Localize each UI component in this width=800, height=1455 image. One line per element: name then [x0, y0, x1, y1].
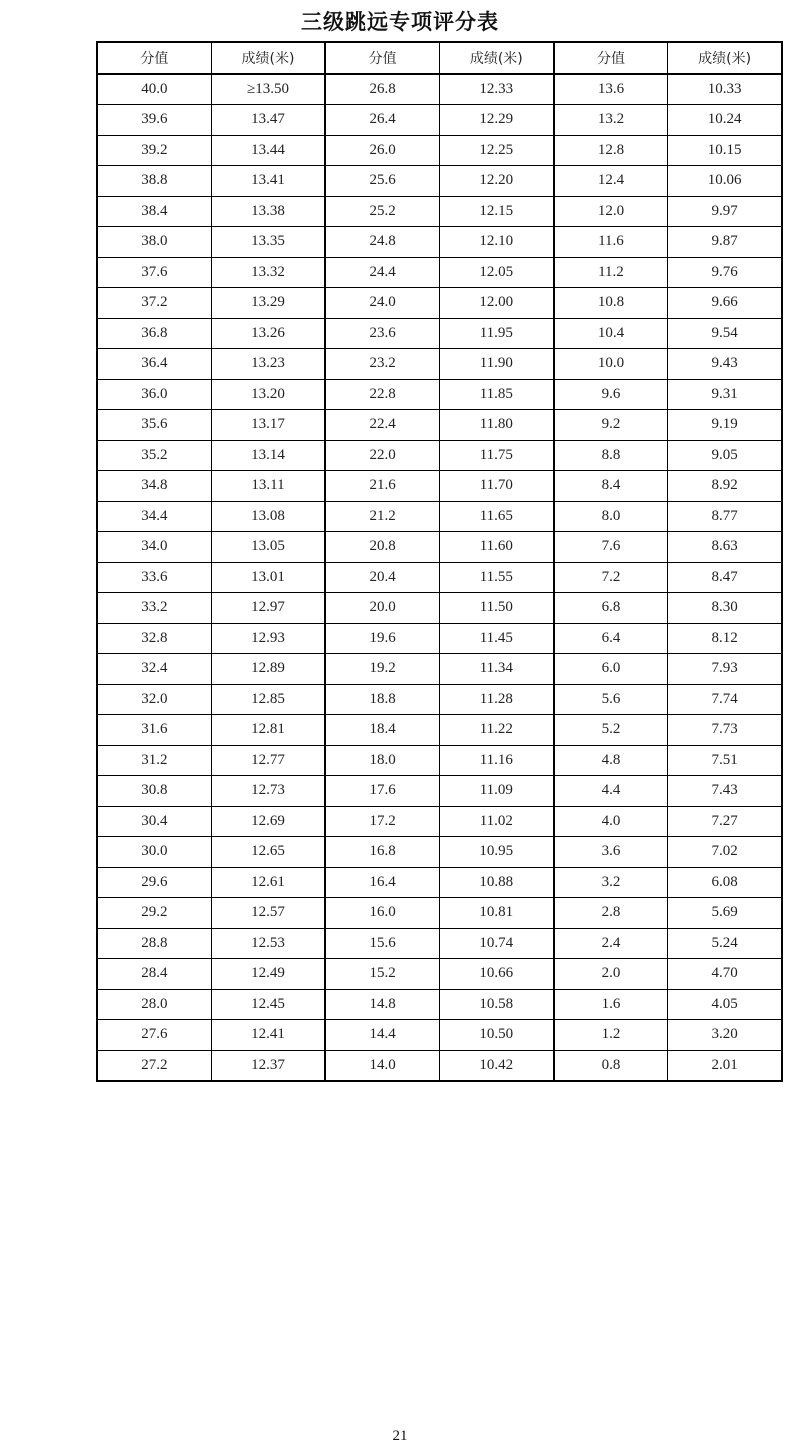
- column-header-score: 分值: [554, 42, 668, 74]
- score-cell: 17.2: [325, 806, 439, 837]
- result-cell: 10.42: [439, 1050, 553, 1081]
- score-cell: 26.8: [325, 74, 439, 105]
- score-cell: 23.6: [325, 318, 439, 349]
- result-cell: 10.66: [439, 959, 553, 990]
- score-cell: 21.6: [325, 471, 439, 502]
- table-row: [97, 379, 782, 410]
- result-cell: 12.25: [439, 135, 553, 166]
- score-cell: 6.0: [554, 654, 668, 685]
- score-cell: 35.6: [97, 410, 211, 441]
- result-cell: 11.55: [439, 562, 553, 593]
- score-cell: 16.8: [325, 837, 439, 868]
- score-cell: 20.0: [325, 593, 439, 624]
- table-row: [97, 288, 782, 319]
- result-cell: 6.08: [668, 867, 782, 898]
- result-cell: 12.61: [211, 867, 325, 898]
- score-cell: 13.2: [554, 105, 668, 136]
- result-cell: 7.02: [668, 837, 782, 868]
- score-cell: 3.2: [554, 867, 668, 898]
- score-cell: 24.0: [325, 288, 439, 319]
- score-cell: 24.4: [325, 257, 439, 288]
- result-cell: 11.28: [439, 684, 553, 715]
- score-cell: 35.2: [97, 440, 211, 471]
- score-cell: 37.6: [97, 257, 211, 288]
- score-cell: 28.4: [97, 959, 211, 990]
- score-cell: 12.0: [554, 196, 668, 227]
- result-cell: 7.43: [668, 776, 782, 807]
- result-cell: 13.05: [211, 532, 325, 563]
- table-row: [97, 715, 782, 746]
- result-cell: 8.77: [668, 501, 782, 532]
- result-cell: 7.73: [668, 715, 782, 746]
- result-cell: 13.26: [211, 318, 325, 349]
- column-header-result: 成绩(米): [668, 42, 782, 74]
- score-cell: 34.8: [97, 471, 211, 502]
- result-cell: 9.97: [668, 196, 782, 227]
- table-row: [97, 989, 782, 1020]
- score-cell: 2.4: [554, 928, 668, 959]
- score-table: [96, 41, 783, 1082]
- result-cell: 11.90: [439, 349, 553, 380]
- score-cell: 1.6: [554, 989, 668, 1020]
- score-cell: 5.6: [554, 684, 668, 715]
- score-cell: 8.0: [554, 501, 668, 532]
- table-row: [97, 1050, 782, 1081]
- table-row: [97, 349, 782, 380]
- result-cell: 9.54: [668, 318, 782, 349]
- table-row: [97, 1020, 782, 1051]
- table-row: [97, 684, 782, 715]
- score-cell: 4.8: [554, 745, 668, 776]
- result-cell: 11.75: [439, 440, 553, 471]
- result-cell: 13.29: [211, 288, 325, 319]
- result-cell: 12.05: [439, 257, 553, 288]
- result-cell: 11.85: [439, 379, 553, 410]
- score-cell: 31.6: [97, 715, 211, 746]
- result-cell: 10.95: [439, 837, 553, 868]
- score-cell: 37.2: [97, 288, 211, 319]
- score-cell: 3.6: [554, 837, 668, 868]
- score-cell: 24.8: [325, 227, 439, 258]
- result-cell: 10.15: [668, 135, 782, 166]
- result-cell: 8.30: [668, 593, 782, 624]
- score-cell: 22.0: [325, 440, 439, 471]
- result-cell: 13.11: [211, 471, 325, 502]
- score-cell: 25.6: [325, 166, 439, 197]
- result-cell: 12.33: [439, 74, 553, 105]
- result-cell: 13.38: [211, 196, 325, 227]
- score-cell: 9.2: [554, 410, 668, 441]
- table-row: [97, 959, 782, 990]
- result-cell: 7.27: [668, 806, 782, 837]
- result-cell: 13.20: [211, 379, 325, 410]
- score-cell: 28.8: [97, 928, 211, 959]
- result-cell: 11.65: [439, 501, 553, 532]
- result-cell: 12.49: [211, 959, 325, 990]
- result-cell: 9.43: [668, 349, 782, 380]
- result-cell: 12.15: [439, 196, 553, 227]
- score-cell: 14.8: [325, 989, 439, 1020]
- score-cell: 4.0: [554, 806, 668, 837]
- result-cell: 13.32: [211, 257, 325, 288]
- score-cell: 22.8: [325, 379, 439, 410]
- table-row: [97, 928, 782, 959]
- score-cell: 5.2: [554, 715, 668, 746]
- result-cell: 4.05: [668, 989, 782, 1020]
- result-cell: 12.73: [211, 776, 325, 807]
- score-cell: 12.4: [554, 166, 668, 197]
- result-cell: 13.44: [211, 135, 325, 166]
- result-cell: 8.47: [668, 562, 782, 593]
- result-cell: 9.87: [668, 227, 782, 258]
- table-row: [97, 898, 782, 929]
- table-row: [97, 867, 782, 898]
- score-cell: 38.4: [97, 196, 211, 227]
- table-row: [97, 806, 782, 837]
- score-cell: 29.6: [97, 867, 211, 898]
- result-cell: 10.33: [668, 74, 782, 105]
- result-cell: 11.16: [439, 745, 553, 776]
- result-cell: 11.60: [439, 532, 553, 563]
- column-header-result: 成绩(米): [211, 42, 325, 74]
- result-cell: 11.70: [439, 471, 553, 502]
- table-row: [97, 227, 782, 258]
- result-cell: 10.24: [668, 105, 782, 136]
- score-cell: 7.6: [554, 532, 668, 563]
- score-cell: 36.8: [97, 318, 211, 349]
- table-row: [97, 74, 782, 105]
- table-row: [97, 745, 782, 776]
- score-cell: 34.4: [97, 501, 211, 532]
- result-cell: 7.93: [668, 654, 782, 685]
- result-cell: 12.89: [211, 654, 325, 685]
- table-row: [97, 562, 782, 593]
- score-cell: 30.4: [97, 806, 211, 837]
- result-cell: 11.22: [439, 715, 553, 746]
- table-row: [97, 105, 782, 136]
- score-cell: 7.2: [554, 562, 668, 593]
- result-cell: 12.93: [211, 623, 325, 654]
- result-cell: 9.31: [668, 379, 782, 410]
- score-cell: 33.2: [97, 593, 211, 624]
- score-cell: 2.0: [554, 959, 668, 990]
- score-cell: 19.2: [325, 654, 439, 685]
- result-cell: 12.77: [211, 745, 325, 776]
- result-cell: 10.88: [439, 867, 553, 898]
- score-cell: 33.6: [97, 562, 211, 593]
- result-cell: 13.08: [211, 501, 325, 532]
- score-cell: 27.6: [97, 1020, 211, 1051]
- score-cell: 14.4: [325, 1020, 439, 1051]
- result-cell: 13.35: [211, 227, 325, 258]
- table-row: [97, 471, 782, 502]
- score-cell: 40.0: [97, 74, 211, 105]
- column-header-result: 成绩(米): [439, 42, 553, 74]
- score-cell: 30.0: [97, 837, 211, 868]
- score-cell: 39.2: [97, 135, 211, 166]
- result-cell: 12.20: [439, 166, 553, 197]
- result-cell: 12.37: [211, 1050, 325, 1081]
- table-row: [97, 135, 782, 166]
- score-cell: 10.0: [554, 349, 668, 380]
- score-cell: 18.4: [325, 715, 439, 746]
- result-cell: 12.81: [211, 715, 325, 746]
- result-cell: 9.66: [668, 288, 782, 319]
- score-cell: 11.6: [554, 227, 668, 258]
- score-cell: 13.6: [554, 74, 668, 105]
- score-cell: 23.2: [325, 349, 439, 380]
- result-cell: 4.70: [668, 959, 782, 990]
- table-row: [97, 257, 782, 288]
- result-cell: 12.69: [211, 806, 325, 837]
- result-cell: 9.05: [668, 440, 782, 471]
- score-cell: 38.0: [97, 227, 211, 258]
- score-cell: 30.8: [97, 776, 211, 807]
- result-cell: 13.23: [211, 349, 325, 380]
- score-cell: 32.8: [97, 623, 211, 654]
- column-header-score: 分值: [97, 42, 211, 74]
- score-cell: 16.4: [325, 867, 439, 898]
- score-cell: 15.6: [325, 928, 439, 959]
- score-cell: 4.4: [554, 776, 668, 807]
- table-row: [97, 837, 782, 868]
- score-cell: 32.4: [97, 654, 211, 685]
- table-row: [97, 410, 782, 441]
- result-cell: 11.45: [439, 623, 553, 654]
- result-cell: 13.01: [211, 562, 325, 593]
- result-cell: 10.06: [668, 166, 782, 197]
- table-row: [97, 654, 782, 685]
- result-cell: 12.41: [211, 1020, 325, 1051]
- result-cell: 12.57: [211, 898, 325, 929]
- result-cell: 12.97: [211, 593, 325, 624]
- result-cell: ≥13.50: [211, 74, 325, 105]
- score-cell: 2.8: [554, 898, 668, 929]
- table-body: [97, 74, 782, 1082]
- result-cell: 13.47: [211, 105, 325, 136]
- score-cell: 6.8: [554, 593, 668, 624]
- score-cell: 36.0: [97, 379, 211, 410]
- table-row: [97, 501, 782, 532]
- score-cell: 28.0: [97, 989, 211, 1020]
- score-cell: 11.2: [554, 257, 668, 288]
- table-row: [97, 532, 782, 563]
- result-cell: 13.14: [211, 440, 325, 471]
- result-cell: 2.01: [668, 1050, 782, 1081]
- score-cell: 19.6: [325, 623, 439, 654]
- result-cell: 13.41: [211, 166, 325, 197]
- result-cell: 8.92: [668, 471, 782, 502]
- result-cell: 5.69: [668, 898, 782, 929]
- score-cell: 12.8: [554, 135, 668, 166]
- result-cell: 11.02: [439, 806, 553, 837]
- score-cell: 31.2: [97, 745, 211, 776]
- table-row: [97, 440, 782, 471]
- score-cell: 27.2: [97, 1050, 211, 1081]
- result-cell: 12.10: [439, 227, 553, 258]
- result-cell: 12.53: [211, 928, 325, 959]
- table-row: [97, 776, 782, 807]
- result-cell: 11.09: [439, 776, 553, 807]
- result-cell: 7.74: [668, 684, 782, 715]
- score-cell: 18.0: [325, 745, 439, 776]
- result-cell: 9.76: [668, 257, 782, 288]
- table-header-row: [97, 42, 782, 74]
- result-cell: 12.45: [211, 989, 325, 1020]
- score-cell: 22.4: [325, 410, 439, 441]
- score-cell: 29.2: [97, 898, 211, 929]
- result-cell: 12.00: [439, 288, 553, 319]
- result-cell: 12.85: [211, 684, 325, 715]
- score-cell: 32.0: [97, 684, 211, 715]
- score-cell: 0.8: [554, 1050, 668, 1081]
- result-cell: 12.29: [439, 105, 553, 136]
- result-cell: 10.58: [439, 989, 553, 1020]
- result-cell: 13.17: [211, 410, 325, 441]
- result-cell: 11.50: [439, 593, 553, 624]
- result-cell: 8.63: [668, 532, 782, 563]
- table-row: [97, 318, 782, 349]
- score-cell: 8.4: [554, 471, 668, 502]
- table-row: [97, 196, 782, 227]
- result-cell: 7.51: [668, 745, 782, 776]
- score-cell: 10.4: [554, 318, 668, 349]
- result-cell: 10.50: [439, 1020, 553, 1051]
- result-cell: 10.74: [439, 928, 553, 959]
- result-cell: 12.65: [211, 837, 325, 868]
- result-cell: 5.24: [668, 928, 782, 959]
- score-cell: 38.8: [97, 166, 211, 197]
- score-cell: 20.4: [325, 562, 439, 593]
- score-cell: 25.2: [325, 196, 439, 227]
- score-cell: 6.4: [554, 623, 668, 654]
- score-cell: 21.2: [325, 501, 439, 532]
- score-cell: 14.0: [325, 1050, 439, 1081]
- score-cell: 16.0: [325, 898, 439, 929]
- score-cell: 26.4: [325, 105, 439, 136]
- score-cell: 20.8: [325, 532, 439, 563]
- result-cell: 11.34: [439, 654, 553, 685]
- page-title: 三级跳远专项评分表: [301, 10, 499, 34]
- result-cell: 11.95: [439, 318, 553, 349]
- score-cell: 9.6: [554, 379, 668, 410]
- score-cell: 15.2: [325, 959, 439, 990]
- page-number: 21: [392, 1428, 408, 1444]
- score-cell: 34.0: [97, 532, 211, 563]
- score-cell: 18.8: [325, 684, 439, 715]
- score-cell: 1.2: [554, 1020, 668, 1051]
- score-cell: 17.6: [325, 776, 439, 807]
- result-cell: 9.19: [668, 410, 782, 441]
- score-cell: 10.8: [554, 288, 668, 319]
- score-cell: 39.6: [97, 105, 211, 136]
- table-row: [97, 593, 782, 624]
- table-row: [97, 623, 782, 654]
- table-row: [97, 166, 782, 197]
- result-cell: 11.80: [439, 410, 553, 441]
- result-cell: 10.81: [439, 898, 553, 929]
- score-cell: 26.0: [325, 135, 439, 166]
- result-cell: 8.12: [668, 623, 782, 654]
- column-header-score: 分值: [325, 42, 439, 74]
- result-cell: 3.20: [668, 1020, 782, 1051]
- score-cell: 36.4: [97, 349, 211, 380]
- score-cell: 8.8: [554, 440, 668, 471]
